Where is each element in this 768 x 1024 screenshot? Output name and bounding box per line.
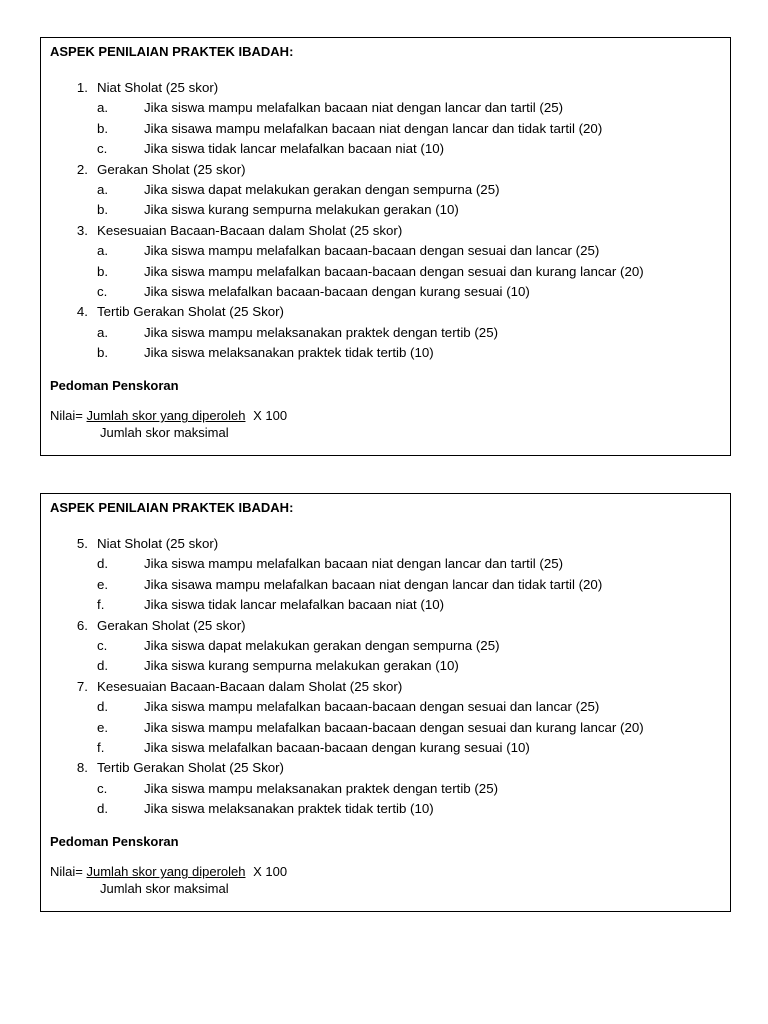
sub-letter: d. bbox=[97, 658, 109, 674]
sub-criteria-item bbox=[50, 595, 721, 615]
sub-criteria-item bbox=[50, 343, 721, 363]
sub-text: Jika siswa mampu melafalkan bacaan-bacaan dengan sesuai dan kurang lancar (20) bbox=[144, 719, 644, 735]
sub-criteria-list bbox=[50, 697, 721, 758]
item-title: Tertib Gerakan Sholat (25 Skor) bbox=[97, 304, 284, 320]
sub-letter: b. bbox=[97, 202, 109, 218]
sub-letter: a. bbox=[97, 181, 109, 197]
sub-letter: d. bbox=[97, 801, 109, 817]
sub-criteria-item bbox=[50, 262, 721, 282]
sub-text: Jika siswa tidak lancar melafalkan bacaan niat (10) bbox=[144, 597, 445, 613]
sub-criteria-list bbox=[50, 554, 721, 615]
formula-label: Nilai= bbox=[50, 408, 83, 424]
formula-factor: X 100 bbox=[253, 864, 288, 880]
formula-denominator: Jumlah skor maksimal bbox=[100, 881, 229, 897]
score-formula bbox=[50, 407, 721, 441]
assessment-card-1 bbox=[40, 37, 731, 456]
item-title: Niat Sholat (25 skor) bbox=[97, 536, 219, 551]
sub-letter: a. bbox=[97, 100, 109, 116]
sub-text: Jika siswa tidak lancar melafalkan bacaan niat (10) bbox=[144, 141, 445, 157]
criteria-item-6 bbox=[50, 616, 721, 677]
sub-letter: b. bbox=[97, 263, 109, 279]
formula-label: Nilai= bbox=[50, 864, 83, 880]
card-heading: ASPEK PENILAIAN PRAKTEK IBADAH: bbox=[50, 44, 294, 59]
sub-criteria-item bbox=[50, 718, 721, 738]
sub-letter: a. bbox=[97, 243, 109, 259]
sub-criteria-item bbox=[50, 697, 721, 717]
formula-denominator: Jumlah skor maksimal bbox=[100, 425, 229, 441]
item-title: Gerakan Sholat (25 skor) bbox=[97, 161, 246, 177]
sub-letter: c. bbox=[97, 141, 108, 157]
sub-text: Jika siswa melafalkan bacaan-bacaan dengan kurang sesuai (10) bbox=[144, 739, 530, 755]
item-number: 5. bbox=[76, 536, 88, 551]
sub-criteria-item bbox=[50, 119, 721, 139]
criteria-item-4 bbox=[50, 302, 721, 363]
sub-text: Jika siswa kurang sempurna melakukan gerakan (10) bbox=[144, 202, 459, 218]
formula-numerator: Jumlah skor yang diperoleh bbox=[86, 864, 246, 880]
sub-letter: b. bbox=[97, 120, 109, 136]
sub-text: Jika sisawa mampu melafalkan bacaan niat dengan lancar dan tidak tartil (20) bbox=[144, 120, 603, 136]
sub-criteria-item bbox=[50, 554, 721, 574]
sub-text: Jika siswa mampu melaksanakan praktek dengan tertib (25) bbox=[144, 324, 499, 340]
sub-criteria-item bbox=[50, 282, 721, 302]
sub-criteria-item bbox=[50, 575, 721, 595]
item-number: 1. bbox=[76, 80, 88, 95]
criteria-list bbox=[50, 78, 721, 363]
sub-text: Jika siswa dapat melakukan gerakan dengan sempurna (25) bbox=[144, 181, 500, 197]
sub-criteria-list bbox=[50, 636, 721, 677]
sub-text: Jika siswa mampu melafalkan bacaan-bacaan dengan sesuai dan lancar (25) bbox=[144, 699, 600, 715]
sub-letter: d. bbox=[97, 699, 109, 715]
criteria-list bbox=[50, 534, 721, 819]
sub-criteria-item bbox=[50, 779, 721, 799]
sub-text: Jika siswa kurang sempurna melakukan gerakan (10) bbox=[144, 658, 459, 674]
sub-criteria-list bbox=[50, 241, 721, 302]
item-number: 4. bbox=[76, 304, 88, 320]
sub-text: Jika siswa melaksanakan praktek tidak tertib (10) bbox=[144, 801, 434, 817]
item-number: 3. bbox=[76, 222, 88, 238]
item-number: 7. bbox=[76, 678, 88, 694]
assessment-card-2 bbox=[40, 493, 731, 912]
formula-factor: X 100 bbox=[253, 408, 288, 424]
sub-letter: b. bbox=[97, 345, 109, 361]
sub-text: Jika siswa melaksanakan praktek tidak tertib (10) bbox=[144, 345, 434, 361]
sub-text: Jika siswa melafalkan bacaan-bacaan dengan kurang sesuai (10) bbox=[144, 283, 530, 299]
sub-criteria-list bbox=[50, 779, 721, 820]
item-number: 6. bbox=[76, 617, 88, 633]
card-heading: ASPEK PENILAIAN PRAKTEK IBADAH: bbox=[50, 500, 294, 515]
criteria-item-5 bbox=[50, 534, 721, 616]
criteria-item-3 bbox=[50, 221, 721, 303]
item-title: Kesesuaian Bacaan-Bacaan dalam Sholat (25 skor) bbox=[97, 222, 403, 238]
sub-letter: c. bbox=[97, 637, 108, 653]
sub-criteria-item bbox=[50, 98, 721, 118]
criteria-item-1 bbox=[50, 78, 721, 160]
sub-text: Jika siswa dapat melakukan gerakan dengan sempurna (25) bbox=[144, 637, 500, 653]
sub-letter: d. bbox=[97, 556, 109, 572]
sub-criteria-item bbox=[50, 799, 721, 819]
sub-criteria-item bbox=[50, 139, 721, 159]
scoring-title: Pedoman Penskoran bbox=[50, 378, 179, 394]
sub-text: Jika siswa mampu melaksanakan praktek dengan tertib (25) bbox=[144, 780, 499, 796]
criteria-item-7 bbox=[50, 677, 721, 759]
item-title: Tertib Gerakan Sholat (25 Skor) bbox=[97, 760, 284, 776]
sub-criteria-list bbox=[50, 180, 721, 221]
item-number: 8. bbox=[76, 760, 88, 776]
formula-numerator: Jumlah skor yang diperoleh bbox=[86, 408, 246, 424]
item-title: Gerakan Sholat (25 skor) bbox=[97, 617, 246, 633]
score-formula bbox=[50, 863, 721, 897]
item-title: Kesesuaian Bacaan-Bacaan dalam Sholat (25 skor) bbox=[97, 678, 403, 694]
sub-letter: a. bbox=[97, 324, 109, 340]
sub-letter: f. bbox=[97, 597, 105, 613]
sub-text: Jika siswa mampu melafalkan bacaan-bacaan dengan sesuai dan kurang lancar (20) bbox=[144, 263, 644, 279]
criteria-item-2 bbox=[50, 160, 721, 221]
sub-criteria-item bbox=[50, 180, 721, 200]
sub-letter: e. bbox=[97, 576, 109, 592]
sub-text: Jika siswa mampu melafalkan bacaan niat dengan lancar dan tartil (25) bbox=[144, 100, 564, 116]
sub-criteria-item bbox=[50, 636, 721, 656]
sub-criteria-item bbox=[50, 738, 721, 758]
sub-criteria-list bbox=[50, 98, 721, 159]
sub-text: Jika siswa mampu melafalkan bacaan-bacaan dengan sesuai dan lancar (25) bbox=[144, 243, 600, 259]
sub-criteria-item bbox=[50, 241, 721, 261]
sub-text: Jika sisawa mampu melafalkan bacaan niat dengan lancar dan tidak tartil (20) bbox=[144, 576, 603, 592]
criteria-item-8 bbox=[50, 758, 721, 819]
sub-letter: e. bbox=[97, 719, 109, 735]
sub-criteria-item bbox=[50, 323, 721, 343]
scoring-title: Pedoman Penskoran bbox=[50, 834, 179, 850]
sub-letter: c. bbox=[97, 283, 108, 299]
sub-letter: f. bbox=[97, 739, 105, 755]
sub-text: Jika siswa mampu melafalkan bacaan niat dengan lancar dan tartil (25) bbox=[144, 556, 564, 572]
sub-criteria-item bbox=[50, 200, 721, 220]
sub-letter: c. bbox=[97, 780, 108, 796]
item-title: Niat Sholat (25 skor) bbox=[97, 80, 219, 95]
sub-criteria-list bbox=[50, 323, 721, 364]
item-number: 2. bbox=[76, 161, 88, 177]
sub-criteria-item bbox=[50, 656, 721, 676]
